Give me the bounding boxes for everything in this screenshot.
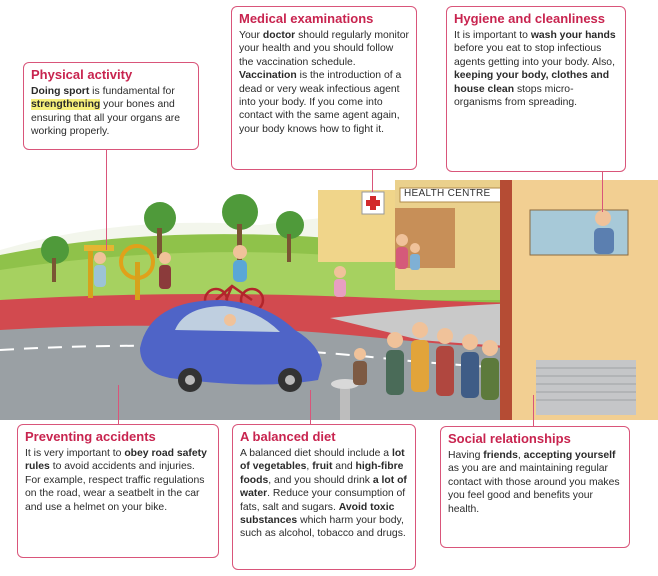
text-seg: and [332, 461, 356, 473]
text-seg: It is very important to [25, 448, 125, 459]
text-seg: It is important to [454, 30, 531, 41]
connector-accidents [118, 385, 119, 425]
text-water: a lot of water [240, 474, 407, 500]
text-seg: , and you should drink [268, 474, 373, 486]
preventing-accidents-text [25, 447, 211, 514]
preventing-accidents-title: Preventing accidents [25, 429, 156, 444]
social-relationships-title: Social relationships [448, 431, 571, 446]
preventing-accidents-box [17, 424, 219, 558]
text-seg: should regularly monitor your health and you should follow the vaccination schedule. [239, 30, 409, 68]
text-friends: friends [483, 450, 518, 461]
connector-medical [372, 170, 373, 192]
text-doing-sport: Doing sport [31, 86, 90, 97]
text-seg: , [517, 450, 524, 461]
text-seg: as you are and maintaining regular contact with those around you makes you feel good and benefits your health. [448, 463, 620, 515]
text-seg: Having [448, 450, 484, 461]
text-seg: before you eat to stop infectious agents getting into your body. Also, [454, 43, 615, 68]
text-keeping-clean: keeping your body, clothes and house clean [454, 70, 610, 95]
text-accepting-yourself: accepting yourself [523, 450, 616, 461]
hygiene-text [454, 29, 618, 109]
text-seg: is the introduction of a dead or very weak infectious agent into your body. If you come into contact with the same agent again, your body knows how to fight it. [239, 70, 402, 135]
text-avoid-toxic: Avoid toxic substances [240, 501, 395, 527]
connector-physical [106, 150, 107, 250]
balanced-diet-title: A balanced diet [240, 429, 336, 444]
text-seg: . Reduce your consumption of fats, salt and sugars. [240, 488, 406, 513]
text-road-safety: obey road safety rules [25, 448, 207, 473]
connector-diet [310, 390, 311, 425]
text-seg: , [306, 461, 313, 473]
physical-activity-box [23, 62, 199, 150]
medical-examinations-text [239, 29, 409, 136]
text-fruit: fruit [312, 461, 333, 473]
balanced-diet-box [232, 424, 416, 570]
medical-examinations-title: Medical examinations [239, 11, 374, 26]
text-seg: your bones and ensuring that all your organs are working properly. [31, 99, 181, 138]
text-seg: Your [239, 30, 263, 41]
text-strengthening-highlight: strengthening [31, 99, 101, 111]
health-centre-sign: HEALTH CENTRE [404, 188, 491, 199]
text-seg: stops micro-organisms from spreading. [454, 83, 578, 109]
connector-social [533, 395, 534, 427]
hygiene-title: Hygiene and cleanliness [454, 11, 606, 26]
text-seg: A balanced diet should include a [240, 448, 392, 459]
text-seg: is fundamental for [89, 86, 175, 97]
physical-activity-text [31, 85, 191, 139]
text-seg: which harm your body, such as alcohol, tobacco and drugs. [240, 515, 406, 540]
social-relationships-box [440, 426, 630, 548]
social-relationships-text [448, 449, 622, 516]
text-wash-hands: wash your hands [530, 30, 616, 41]
medical-examinations-box [231, 6, 417, 170]
connector-hygiene [602, 172, 603, 212]
balanced-diet-text [240, 447, 408, 541]
text-vegetables: lot of vegetables [240, 448, 405, 473]
text-vaccination: Vaccination [239, 70, 297, 82]
hygiene-box [446, 6, 626, 172]
physical-activity-title: Physical activity [31, 67, 133, 82]
text-doctor: doctor [262, 30, 296, 41]
text-high-fibre: high-fibre foods [240, 461, 404, 486]
text-seg: to avoid accidents and injuries. For example, respect traffic regulations on the road, wear a seatbelt in the car and use a helmet on your bike. [25, 461, 205, 513]
